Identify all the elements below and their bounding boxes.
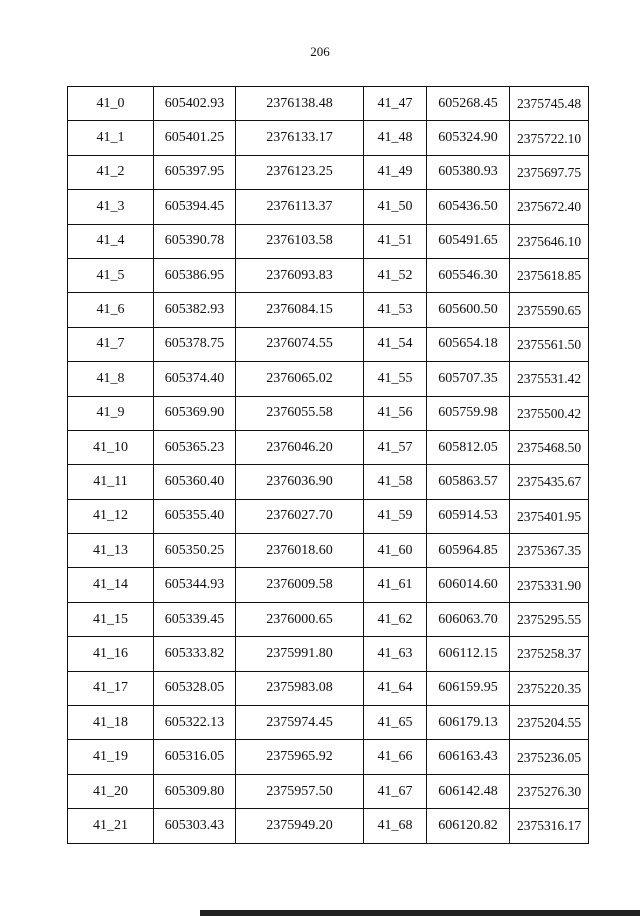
table-cell-point-id: 41_2 [68,155,154,189]
table-cell-y-coordinate: 2375331.90 [510,568,589,602]
table-cell-point-id: 41_10 [68,430,154,464]
table-cell-y-coordinate: 2375957.50 [236,774,364,808]
table-cell-point-id: 41_62 [364,602,427,636]
table-cell-x-coordinate: 605386.95 [154,258,236,292]
table-cell-point-id: 41_0 [68,87,154,121]
table-row [68,534,589,568]
table-cell-y-coordinate: 2375697.75 [510,155,589,189]
table-cell-point-id: 41_20 [68,774,154,808]
table-cell-y-coordinate: 2375618.85 [510,258,589,292]
table-cell-x-coordinate: 605964.85 [427,534,510,568]
table-cell-point-id: 41_49 [364,155,427,189]
table-row [68,87,589,121]
table-cell-y-coordinate: 2375991.80 [236,637,364,671]
table-cell-point-id: 41_19 [68,740,154,774]
table-cell-x-coordinate: 605600.50 [427,293,510,327]
table-cell-point-id: 41_17 [68,671,154,705]
table-cell-point-id: 41_56 [364,396,427,430]
table-cell-x-coordinate: 605654.18 [427,327,510,361]
table-cell-x-coordinate: 605863.57 [427,465,510,499]
table-cell-y-coordinate: 2375500.42 [510,396,589,430]
table-cell-y-coordinate: 2375965.92 [236,740,364,774]
table-cell-y-coordinate: 2376093.83 [236,258,364,292]
table-cell-point-id: 41_47 [364,87,427,121]
table-cell-y-coordinate: 2375468.50 [510,430,589,464]
page-number: 206 [310,44,330,59]
table-cell-y-coordinate: 2376133.17 [236,121,364,155]
table-cell-point-id: 41_14 [68,568,154,602]
table-cell-y-coordinate: 2375561.50 [510,327,589,361]
table-cell-x-coordinate: 606063.70 [427,602,510,636]
table-cell-y-coordinate: 2375295.55 [510,602,589,636]
table-cell-x-coordinate: 605339.45 [154,602,236,636]
table-cell-x-coordinate: 605355.40 [154,499,236,533]
table-cell-x-coordinate: 605268.45 [427,87,510,121]
table-cell-x-coordinate: 605350.25 [154,534,236,568]
table-row [68,740,589,774]
table-row [68,224,589,258]
table-cell-y-coordinate: 2376046.20 [236,430,364,464]
table-row [68,190,589,224]
scan-edge-bar [200,910,640,916]
table-cell-point-id: 41_48 [364,121,427,155]
table-cell-x-coordinate: 605365.23 [154,430,236,464]
table-cell-y-coordinate: 2376018.60 [236,534,364,568]
table-cell-y-coordinate: 2375590.65 [510,293,589,327]
table-cell-x-coordinate: 605759.98 [427,396,510,430]
table-cell-y-coordinate: 2375401.95 [510,499,589,533]
table-cell-point-id: 41_9 [68,396,154,430]
table-row [68,499,589,533]
table-cell-x-coordinate: 605380.93 [427,155,510,189]
table-cell-point-id: 41_51 [364,224,427,258]
table-cell-x-coordinate: 605546.30 [427,258,510,292]
table-cell-x-coordinate: 605397.95 [154,155,236,189]
table-cell-x-coordinate: 605374.40 [154,362,236,396]
table-cell-point-id: 41_57 [364,430,427,464]
table-cell-y-coordinate: 2376103.58 [236,224,364,258]
table-cell-y-coordinate: 2375672.40 [510,190,589,224]
table-row [68,671,589,705]
table-cell-point-id: 41_63 [364,637,427,671]
table-cell-point-id: 41_15 [68,602,154,636]
table-cell-point-id: 41_65 [364,706,427,740]
table-cell-point-id: 41_12 [68,499,154,533]
table-row [68,602,589,636]
table-cell-x-coordinate: 605401.25 [154,121,236,155]
table-cell-x-coordinate: 606159.95 [427,671,510,705]
table-cell-point-id: 41_21 [68,809,154,843]
table-cell-x-coordinate: 605394.45 [154,190,236,224]
table-cell-point-id: 41_52 [364,258,427,292]
table-row [68,396,589,430]
table-row [68,121,589,155]
table-cell-y-coordinate: 2375974.45 [236,706,364,740]
table-cell-x-coordinate: 605316.05 [154,740,236,774]
table-cell-y-coordinate: 2375204.55 [510,706,589,740]
table-cell-point-id: 41_11 [68,465,154,499]
table-cell-point-id: 41_60 [364,534,427,568]
table-cell-x-coordinate: 605812.05 [427,430,510,464]
table-cell-y-coordinate: 2376123.25 [236,155,364,189]
table-cell-point-id: 41_59 [364,499,427,533]
table-cell-y-coordinate: 2376065.02 [236,362,364,396]
table-cell-y-coordinate: 2375258.37 [510,637,589,671]
table-cell-x-coordinate: 605491.65 [427,224,510,258]
table-cell-y-coordinate: 2376084.15 [236,293,364,327]
table-cell-point-id: 41_68 [364,809,427,843]
table-cell-y-coordinate: 2376009.58 [236,568,364,602]
table-cell-x-coordinate: 605382.93 [154,293,236,327]
table-row [68,362,589,396]
table-cell-x-coordinate: 605369.90 [154,396,236,430]
table-cell-y-coordinate: 2376138.48 [236,87,364,121]
table-cell-y-coordinate: 2375316.17 [510,809,589,843]
coordinates-table-body [68,87,589,844]
table-cell-x-coordinate: 605390.78 [154,224,236,258]
table-cell-x-coordinate: 606112.15 [427,637,510,671]
table-cell-y-coordinate: 2375276.30 [510,774,589,808]
table-cell-y-coordinate: 2375722.10 [510,121,589,155]
table-row [68,568,589,602]
table-cell-x-coordinate: 605436.50 [427,190,510,224]
table-cell-y-coordinate: 2376036.90 [236,465,364,499]
table-cell-x-coordinate: 605378.75 [154,327,236,361]
table-row [68,293,589,327]
table-cell-x-coordinate: 605914.53 [427,499,510,533]
table-cell-y-coordinate: 2375367.35 [510,534,589,568]
table-cell-x-coordinate: 605322.13 [154,706,236,740]
table-cell-point-id: 41_8 [68,362,154,396]
table-cell-x-coordinate: 605402.93 [154,87,236,121]
table-cell-x-coordinate: 605333.82 [154,637,236,671]
table-row [68,637,589,671]
table-cell-x-coordinate: 605303.43 [154,809,236,843]
table-cell-point-id: 41_6 [68,293,154,327]
table-cell-y-coordinate: 2376074.55 [236,327,364,361]
table-cell-point-id: 41_53 [364,293,427,327]
table-row [68,430,589,464]
table-cell-point-id: 41_4 [68,224,154,258]
table-cell-x-coordinate: 606179.13 [427,706,510,740]
table-row [68,155,589,189]
table-cell-y-coordinate: 2376027.70 [236,499,364,533]
table-cell-point-id: 41_5 [68,258,154,292]
table-cell-point-id: 41_64 [364,671,427,705]
table-cell-y-coordinate: 2375531.42 [510,362,589,396]
table-cell-point-id: 41_13 [68,534,154,568]
table-cell-x-coordinate: 606142.48 [427,774,510,808]
table-row [68,465,589,499]
table-cell-x-coordinate: 606120.82 [427,809,510,843]
table-row [68,706,589,740]
table-cell-y-coordinate: 2375745.48 [510,87,589,121]
table-cell-point-id: 41_66 [364,740,427,774]
table-cell-y-coordinate: 2375646.10 [510,224,589,258]
table-cell-y-coordinate: 2376113.37 [236,190,364,224]
table-cell-x-coordinate: 606014.60 [427,568,510,602]
table-cell-y-coordinate: 2376000.65 [236,602,364,636]
table-cell-point-id: 41_67 [364,774,427,808]
table-cell-y-coordinate: 2375983.08 [236,671,364,705]
table-cell-y-coordinate: 2375236.05 [510,740,589,774]
table-cell-point-id: 41_54 [364,327,427,361]
table-row [68,258,589,292]
table-row [68,327,589,361]
table-cell-point-id: 41_7 [68,327,154,361]
table-cell-point-id: 41_55 [364,362,427,396]
table-row [68,774,589,808]
table-cell-point-id: 41_3 [68,190,154,224]
table-cell-y-coordinate: 2375435.67 [510,465,589,499]
table-cell-x-coordinate: 605328.05 [154,671,236,705]
coordinates-table [67,86,589,844]
table-cell-point-id: 41_1 [68,121,154,155]
table-cell-x-coordinate: 605707.35 [427,362,510,396]
table-cell-y-coordinate: 2375220.35 [510,671,589,705]
table-cell-point-id: 41_16 [68,637,154,671]
table-cell-x-coordinate: 605324.90 [427,121,510,155]
table-cell-x-coordinate: 606163.43 [427,740,510,774]
table-cell-point-id: 41_18 [68,706,154,740]
table-cell-x-coordinate: 605360.40 [154,465,236,499]
table-cell-x-coordinate: 605344.93 [154,568,236,602]
table-row [68,809,589,843]
table-cell-x-coordinate: 605309.80 [154,774,236,808]
table-cell-y-coordinate: 2376055.58 [236,396,364,430]
table-cell-point-id: 41_50 [364,190,427,224]
table-cell-point-id: 41_58 [364,465,427,499]
table-cell-y-coordinate: 2375949.20 [236,809,364,843]
table-cell-point-id: 41_61 [364,568,427,602]
